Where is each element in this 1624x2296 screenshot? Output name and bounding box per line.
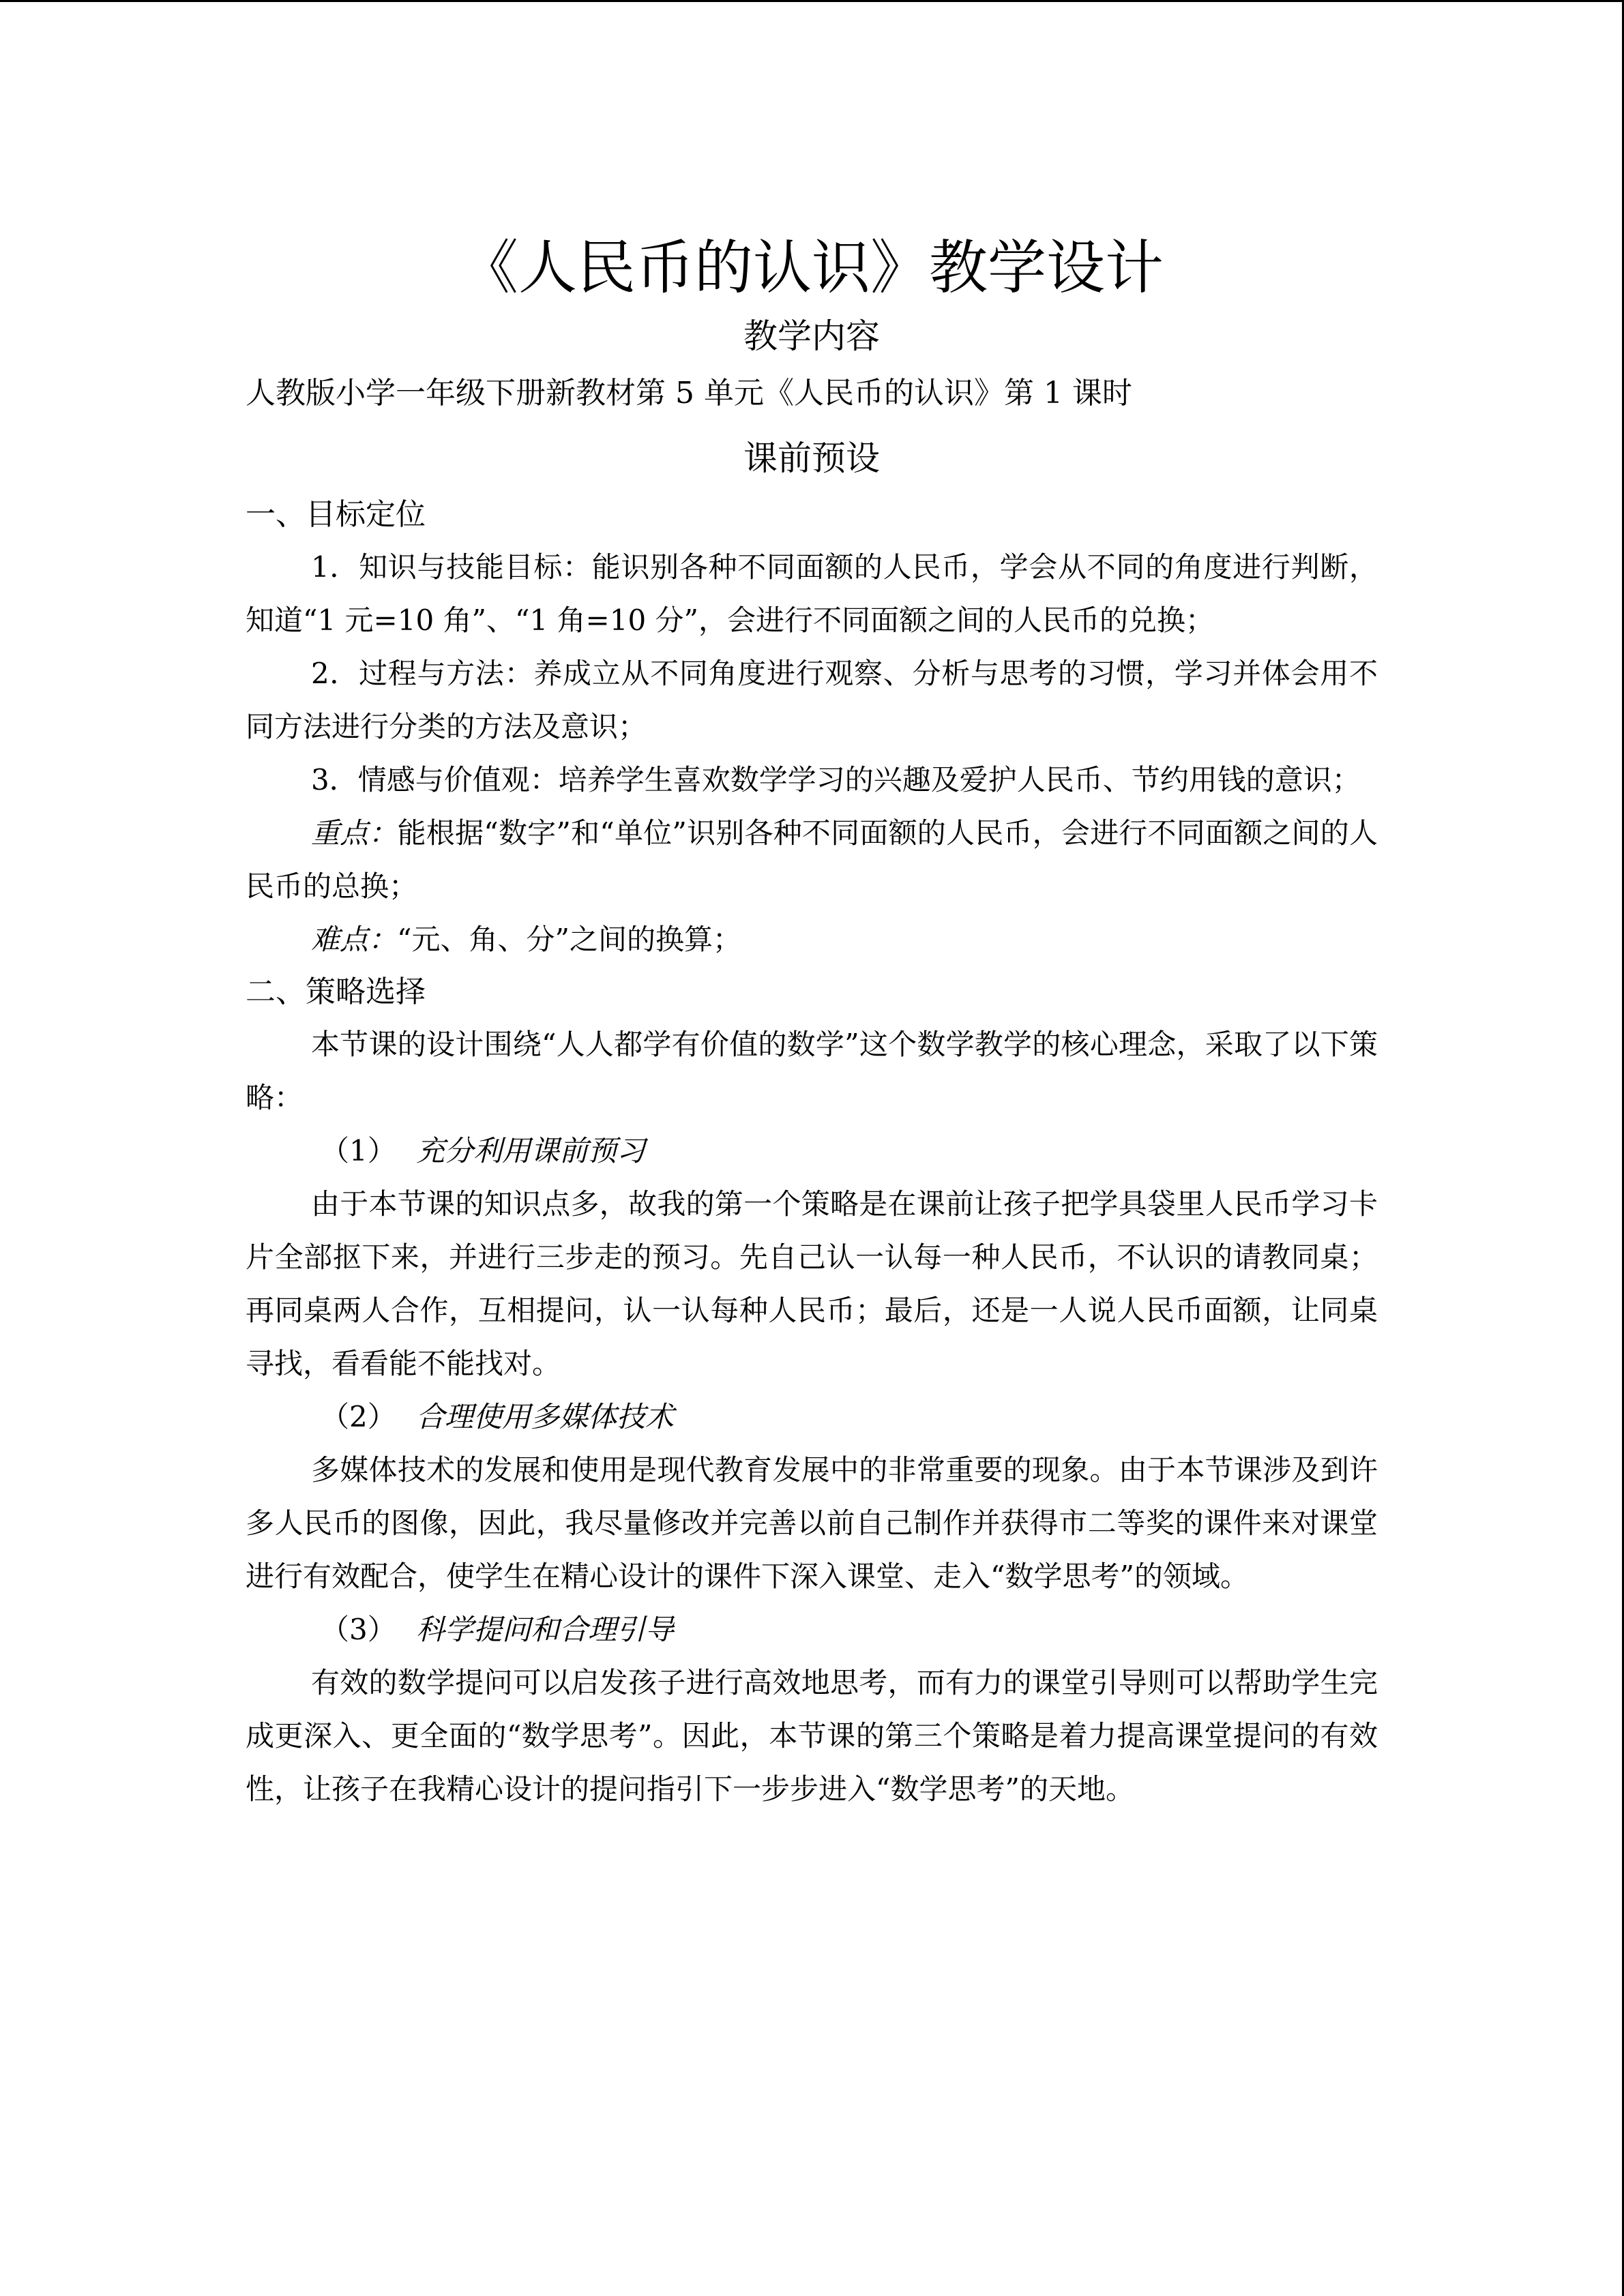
section-title: 课前预设 xyxy=(743,438,880,478)
strategy-3-text: 有效的数学提问可以启发孩子进行高效地思考，而有力的课堂引导则可以帮助学生完成更深入、更全面的“数学思考”。因此，本节课的第三个策略是着力提高课堂提问的有效性，让孩子在我精心设计的提问指引下一步步进入“数学思考”的天地。 xyxy=(246,1666,1378,1806)
part2-heading: 二、策略选择 xyxy=(246,974,426,1009)
strategy-3-number: （3） xyxy=(321,1613,396,1646)
strategy-1-text: 由于本节课的知识点多，故我的第一个策略是在课前让孩子把学具袋里人民币学习卡片全部抠下来，并进行三步走的预习。先自己认一认每一种人民币，不认识的请教同桌；再同桌两人合作，互相提问，认一认每种人民币；最后，还是一人说人民币面额，让同桌寻找，看看能不能找对。 xyxy=(246,1187,1378,1380)
difficulty-point xyxy=(246,913,1378,966)
key-point-text: 能根据“数字”和“单位”识别各种不同面额的人民币，会进行不同面额之间的人民币的总换； xyxy=(246,816,1378,903)
document-body xyxy=(246,227,1378,1816)
strategy-1-number: （1） xyxy=(321,1134,396,1167)
strategy-2-text: 多媒体技术的发展和使用是现代教育发展中的非常重要的现象。由于本节课涉及到许多人民币的图像，因此，我尽量修改并完善以前自己制作并获得市二等奖的课件来对课堂进行有效配合，使学生在精心设计的课件下深入课堂、走入“数学思考”的领域。 xyxy=(246,1453,1378,1593)
strategy-2-name: 合理使用多媒体技术 xyxy=(416,1400,675,1433)
goal-item-1: 1．知识与技能目标：能识别各种不同面额的人民币，学会从不同的角度进行判断，知道“1 元=10 角”、“1 角=10 分”，会进行不同面额之间的人民币的兑换； xyxy=(246,550,1378,637)
goal-item-3: 3．情感与价值观：培养学生喜欢数学学习的兴趣及爱护人民币、节约用钱的意识； xyxy=(311,763,1361,796)
strategy-1-heading xyxy=(246,1124,1378,1178)
strategy-3-heading xyxy=(246,1603,1378,1656)
strategy-2-heading xyxy=(246,1390,1378,1444)
document-title: 《人民币的认识》教学设计 xyxy=(460,234,1164,302)
difficulty-label: 难点： xyxy=(311,923,398,956)
part1-heading: 一、目标定位 xyxy=(246,497,426,532)
strategy-2-number: （2） xyxy=(321,1400,396,1433)
strategy-3-name: 科学提问和合理引导 xyxy=(416,1613,675,1646)
goal-item-2: 2．过程与方法：养成立从不同角度进行观察、分析与思考的习惯，学习并体会用不同方法进行分类的方法及意识； xyxy=(246,657,1378,743)
key-point xyxy=(246,807,1378,913)
strategy-1-name: 充分利用课前预习 xyxy=(416,1134,646,1167)
strategy-intro: 本节课的设计围绕“人人都学有价值的数学”这个数学教学的核心理念，采取了以下策略： xyxy=(246,1028,1378,1114)
document-subtitle: 教学内容 xyxy=(743,316,880,356)
key-point-label: 重点： xyxy=(311,816,398,850)
course-info: 人教版小学一年级下册新教材第 5 单元《人民币的认识》第 1 课时 xyxy=(246,376,1132,411)
difficulty-text: “元、角、分”之间的换算； xyxy=(397,923,741,956)
